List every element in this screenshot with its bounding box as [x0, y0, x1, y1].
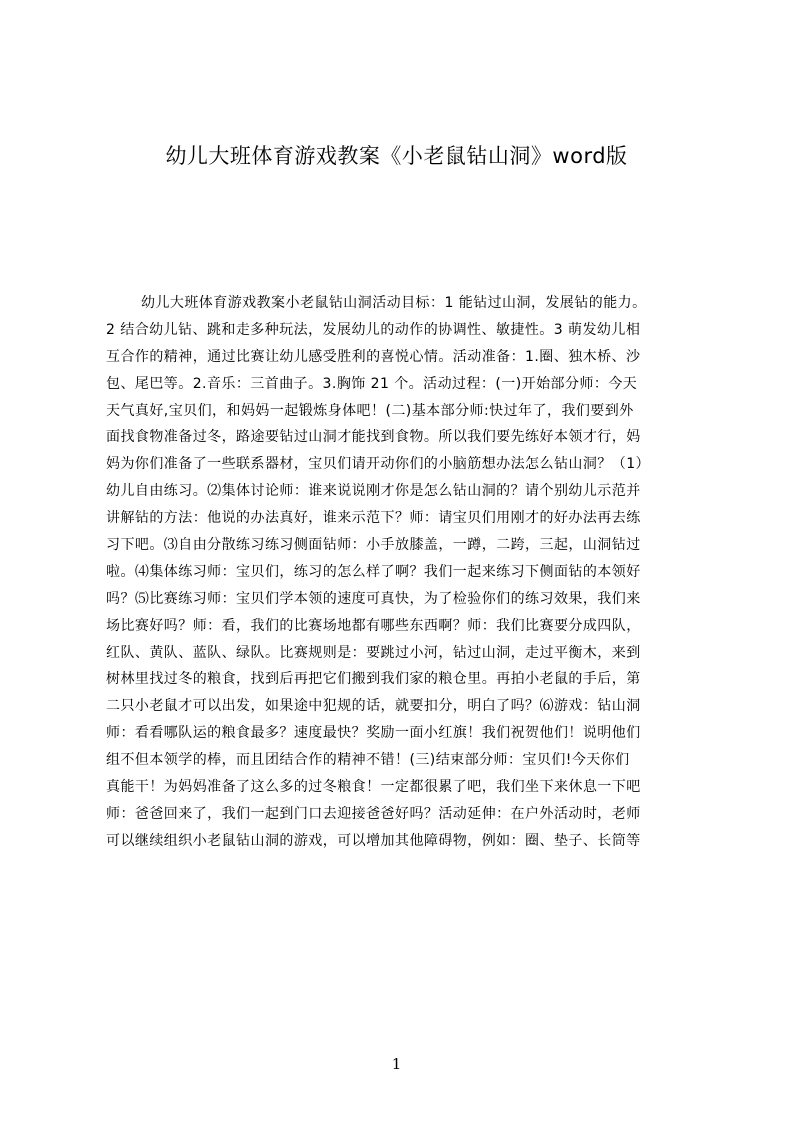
- body-line: 可以继续组织小老鼠钻山洞的游戏，可以增加其他障碍物，例如：圈、垫子、长筒等: [106, 832, 641, 849]
- body-line: 师：看看哪队运的粮食最多？速度最快？奖励一面小红旗！我们祝贺他们！说明他们: [106, 725, 641, 742]
- body-line: 天气真好,宝贝们，和妈妈一起锻炼身体吧！(二)基本部分师:快过年了，我们要到外: [106, 402, 634, 419]
- body-line: 妈为你们准备了一些联系器材，宝贝们请开动你们的小脑筋想办法怎么钻山洞？（1）: [106, 456, 651, 473]
- body-line: 幼儿自由练习。⑵集体讨论师：谁来说说刚才你是怎么钻山洞的？请个别幼儿示范并: [106, 483, 641, 500]
- body-line: 啦。⑷集体练习师：宝贝们，练习的怎么样了啊？我们一起来练习下侧面钻的本领好: [106, 563, 641, 580]
- body-line: 师：爸爸回来了，我们一起到门口去迎接爸爸好吗？活动延伸：在户外活动时，老师: [106, 805, 641, 822]
- body-line: 面找食物准备过冬，路途要钻过山洞才能找到食物。所以我们要先练好本领才行，妈: [106, 429, 641, 446]
- body-line: 互合作的精神，通过比赛让幼儿感受胜利的喜悦心情。活动准备：1.圈、独木桥、沙: [106, 348, 641, 365]
- body-line: 树林里找过冬的粮食，找到后再把它们搬到我们家的粮仓里。再拍小老鼠的手后，第: [106, 671, 641, 688]
- body-line: 二只小老鼠才可以出发，如果途中犯规的话，就要扣分，明白了吗？⑹游戏：钻山洞: [106, 698, 641, 715]
- body-line: 幼儿大班体育游戏教案小老鼠钻山洞活动目标：1 能钻过山洞，发展钻的能力。: [141, 295, 647, 311]
- body-line: 真能干！为妈妈准备了这么多的过冬粮食！一定都很累了吧，我们坐下来休息一下吧: [106, 779, 641, 796]
- body-line: 讲解钻的方法：他说的办法真好，谁来示范下？师：请宝贝们用刚才的好办法再去练: [106, 510, 641, 527]
- body-line: 包、尾巴等。2.音乐：三首曲子。3.胸饰 21 个。活动过程：(一)开始部分师：今天: [106, 375, 638, 392]
- body-line: 组不但本领学的棒，而且团结合作的精神不错！(三)结束部分师：宝贝们!今天你们: [106, 752, 630, 769]
- document-body: [106, 290, 698, 855]
- body-line: 2 结合幼儿钻、跳和走多种玩法，发展幼儿的动作的协调性、敏捷性。3 萌发幼儿相: [106, 321, 641, 338]
- document-title: 幼儿大班体育游戏教案《小老鼠钻山洞》word版: [165, 144, 628, 168]
- body-line: 场比赛好吗？师：看，我们的比赛场地都有哪些东西啊？师：我们比赛要分成四队，: [106, 617, 641, 634]
- body-line: 吗？⑸比赛练习师：宝贝们学本领的速度可真快，为了检验你们的练习效果，我们来: [106, 590, 641, 607]
- page-number: 1: [391, 1055, 402, 1073]
- body-line: 红队、黄队、蓝队、绿队。比赛规则是：要跳过小河，钻过山洞，走过平衡木，来到: [106, 644, 641, 661]
- body-line: 习下吧。⑶自由分散练习练习侧面钻师：小手放膝盖，一蹲，二跨，三起，山洞钻过: [106, 537, 641, 554]
